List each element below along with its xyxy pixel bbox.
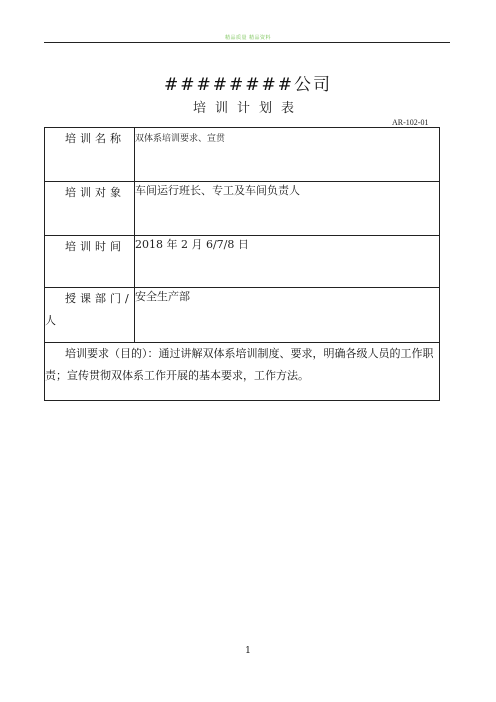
row-label: 培训名称 [45,128,135,182]
header-watermark: 精品质量 精品资料 [224,35,272,41]
row-label: 培训对象 [45,182,135,236]
table-row [45,288,440,343]
table-row [45,343,440,401]
header-rule [44,42,450,43]
row-value: 双体系培训要求、宣贯 [135,128,440,182]
table-row [45,128,440,182]
table-row [45,236,440,288]
form-subtitle: 培训计划表 [192,101,303,116]
row-value: 车间运行班长、专工及车间负责人 [135,182,440,236]
row-label: 授课部门/人 [45,288,135,343]
company-title: ########公司 [164,75,332,95]
row-value: 安全生产部 [135,288,440,343]
row-label: 培训时间 [45,236,135,288]
training-plan-table [44,127,440,401]
table-row [45,182,440,236]
requirements-cell: 培训要求（目的）：通过讲解双体系培训制度、要求，明确各级人员的工作职责；宣传贯彻双体系工作开展的基本要求，工作方法。 [45,343,440,401]
form-code: AR-102-01 [392,118,429,127]
page-number: 1 [245,646,251,656]
row-value: 2018 年 2 月 6/7/8 日 [135,236,440,288]
